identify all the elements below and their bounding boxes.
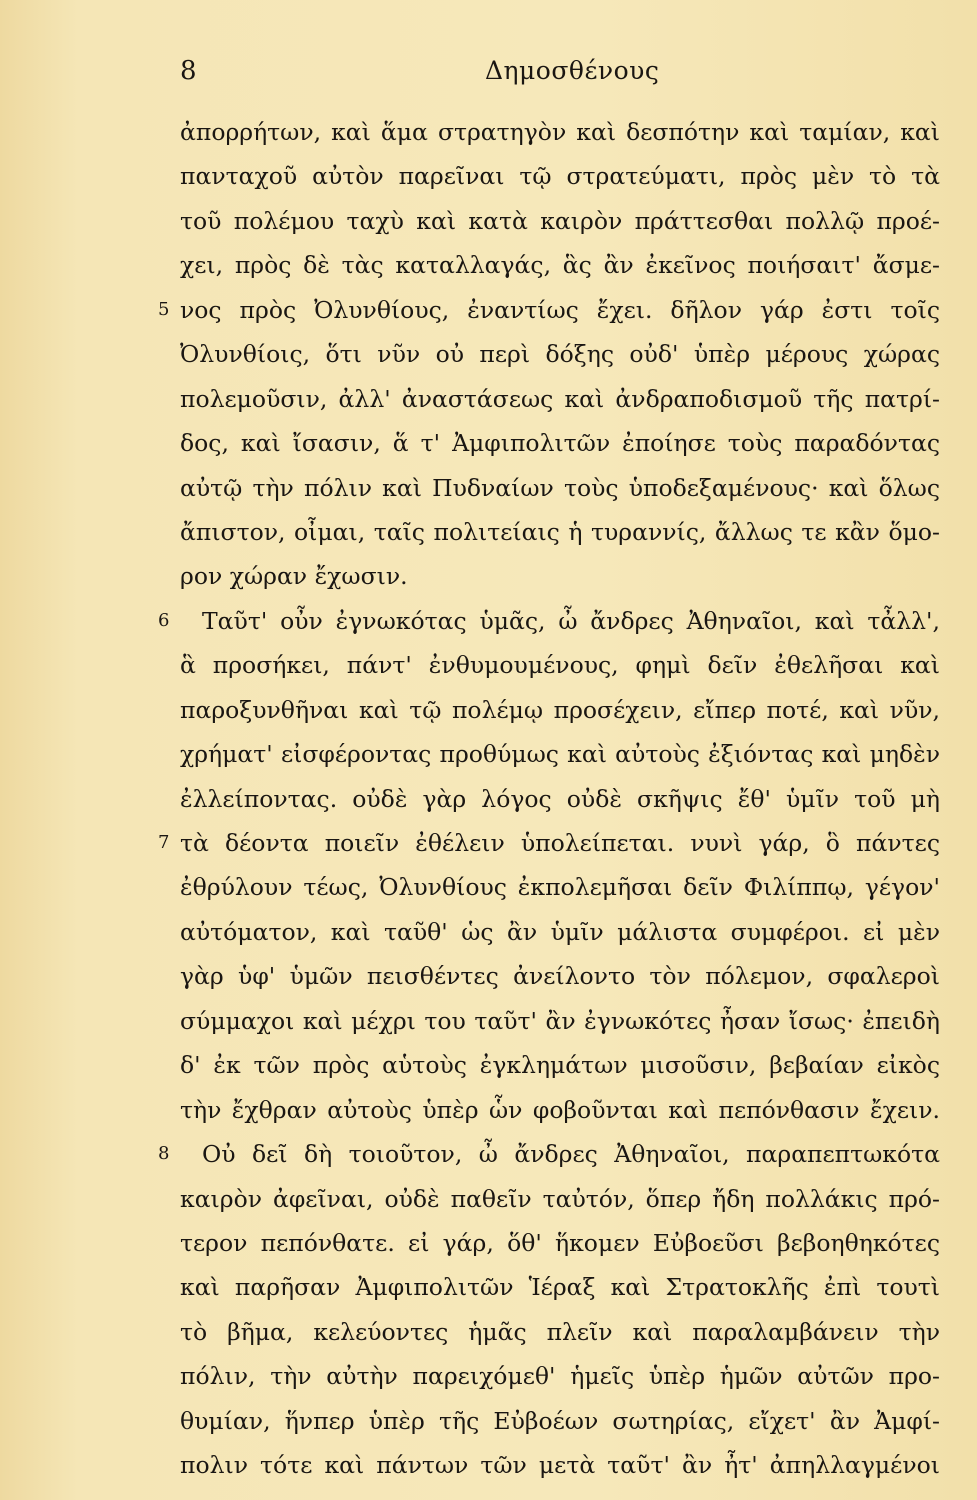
- text-line: [180, 643, 940, 687]
- text-line: [158, 288, 940, 332]
- text-line: [180, 954, 940, 998]
- text-line: [158, 1132, 940, 1176]
- text-line: [180, 243, 940, 287]
- section-number: 7: [158, 832, 170, 853]
- line-text: πόλιν, τὴν αὐτὴν παρειχόμεθ' ἡμεῖς ὑπὲρ ἡμῶν αὐτῶν προ-: [180, 1362, 940, 1391]
- line-text: θυμίαν, ἥνπερ ὑπὲρ τῆς Εὐβοέων σωτηρίας, εἴχετ' ἂν Ἀμφί-: [180, 1406, 940, 1435]
- text-line: [180, 732, 940, 776]
- line-text: σύμμαχοι καὶ μέχρι του ταῦτ' ἂν ἐγνωκότες ἦσαν ἴσως· ἐπειδὴ: [180, 1006, 940, 1035]
- line-text: γὰρ ὑφ' ὑμῶν πεισθέντες ἀνείλοντο τὸν πόλεμον, σφαλεροὶ: [180, 962, 940, 991]
- line-text: Οὐ δεῖ δὴ τοιοῦτον, ὦ ἄνδρες Ἀθηναῖοι, παραπεπτωκότα: [202, 1140, 940, 1169]
- line-text: ρον χώραν ἔχωσιν.: [180, 562, 408, 591]
- text-line: [180, 554, 940, 598]
- line-text: Ὀλυνθίοις, ὅτι νῦν οὐ περὶ δόξης οὐδ' ὑπὲρ μέρους χώρας: [180, 340, 940, 369]
- text-line: [180, 154, 940, 198]
- text-line: [180, 1399, 940, 1443]
- text-line: [180, 1088, 940, 1132]
- line-text: τοῦ πολέμου ταχὺ καὶ κατὰ καιρὸν πράττεσθαι πολλῷ προέ-: [180, 206, 940, 235]
- line-text: καὶ παρῆσαν Ἀμφιπολιτῶν Ἱέραξ καὶ Στρατοκλῆς ἐπὶ τουτὶ: [180, 1273, 940, 1302]
- text-line: [180, 466, 940, 510]
- text-line: [180, 1177, 940, 1221]
- page-header: [0, 52, 977, 92]
- page-number: 8: [180, 56, 197, 86]
- text-line: [180, 1265, 940, 1309]
- text-line: [180, 865, 940, 909]
- line-text: δ' ἐκ τῶν πρὸς αὑτοὺς ἐγκλημάτων μισοῦσιν, βεβαίαν εἰκὸς: [180, 1051, 940, 1080]
- text-line: [180, 332, 940, 376]
- text-line: [180, 688, 940, 732]
- text-line: [180, 377, 940, 421]
- line-text: ἄπιστον, οἶμαι, ταῖς πολιτείαις ἡ τυραννίς, ἄλλως τε κἂν ὅμο-: [180, 517, 940, 546]
- text-line: [180, 1354, 940, 1398]
- text-line: [180, 1443, 940, 1487]
- line-text: νος πρὸς Ὀλυνθίους, ἐναντίως ἔχει. δῆλον γάρ ἐστι τοῖς: [180, 295, 940, 324]
- text-line: [180, 1221, 940, 1265]
- section-number: 5: [158, 298, 170, 320]
- text-line: [180, 421, 940, 465]
- line-text: ἐθρύλουν τέως, Ὀλυνθίους ἐκπολεμῆσαι δεῖν Φιλίππῳ, γέγον': [180, 873, 940, 902]
- line-text: ἀπορρήτων, καὶ ἅμα στρατηγὸν καὶ δεσπότην καὶ ταμίαν, καὶ: [180, 118, 940, 146]
- line-text: αὐτόματον, καὶ ταῦθ' ὡς ἂν ὑμῖν μάλιστα συμφέροι. εἰ μὲν: [180, 917, 940, 946]
- line-text: τὰ δέοντα ποιεῖν ἐθέλειν ὑπολείπεται. νυνὶ γάρ, ὃ πάντες: [180, 829, 940, 857]
- text-line: [180, 199, 940, 243]
- text-line: [180, 999, 940, 1043]
- line-text: τὸ βῆμα, κελεύοντες ἡμᾶς πλεῖν καὶ παραλαμβάνειν τὴν: [180, 1317, 940, 1346]
- line-text: πανταχοῦ αὐτὸν παρεῖναι τῷ στρατεύματι, πρὸς μὲν τὸ τὰ: [180, 162, 940, 191]
- line-text: ἐλλείποντας. οὐδὲ γὰρ λόγος οὐδὲ σκῆψις ἔθ' ὑμῖν τοῦ μὴ: [180, 784, 940, 813]
- line-text: αὐτῷ τὴν πόλιν καὶ Πυδναίων τοὺς ὑποδεξαμένους· καὶ ὅλως: [180, 473, 940, 502]
- text-line: [180, 510, 940, 554]
- text-line: [180, 777, 940, 821]
- body-text: [158, 110, 940, 1488]
- text-line: [158, 821, 940, 865]
- line-text: πολεμοῦσιν, ἀλλ' ἀναστάσεως καὶ ἀνδραποδισμοῦ τῆς πατρί-: [180, 384, 940, 413]
- line-text: πολιν τότε καὶ πάντων τῶν μετὰ ταῦτ' ἂν ἦτ' ἀπηλλαγμένοι: [180, 1451, 940, 1480]
- line-text: ἃ προσήκει, πάντ' ἐνθυμουμένους, φημὶ δεῖν ἐθελῆσαι καὶ: [180, 651, 940, 680]
- text-line: [158, 599, 940, 643]
- section-number: 6: [158, 609, 170, 631]
- text-line: [180, 110, 940, 154]
- line-text: καιρὸν ἀφεῖναι, οὐδὲ παθεῖν ταὐτόν, ὅπερ ἤδη πολλάκις πρό-: [180, 1184, 940, 1213]
- line-text: χρήματ' εἰσφέροντας προθύμως καὶ αὐτοὺς ἐξιόντας καὶ μηδὲν: [180, 740, 940, 769]
- line-text: χει, πρὸς δὲ τὰς καταλλαγάς, ἃς ἂν ἐκεῖνος ποιήσαιτ' ἄσμε-: [180, 251, 940, 280]
- running-title: Δημοσθένους: [485, 56, 660, 85]
- text-line: [180, 910, 940, 954]
- section-number: 8: [158, 1143, 170, 1165]
- text-line: [180, 1310, 940, 1354]
- line-text: τὴν ἔχθραν αὐτοὺς ὑπὲρ ὧν φοβοῦνται καὶ πεπόνθασιν ἔχειν.: [180, 1095, 940, 1124]
- line-text: δος, καὶ ἴσασιν, ἅ τ' Ἀμφιπολιτῶν ἐποίησε τοὺς παραδόντας: [180, 429, 940, 458]
- line-text: παροξυνθῆναι καὶ τῷ πολέμῳ προσέχειν, εἴπερ ποτέ, καὶ νῦν,: [180, 695, 940, 724]
- line-text: Ταῦτ' οὖν ἐγνωκότας ὑμᾶς, ὦ ἄνδρες Ἀθηναῖοι, καὶ τἆλλ',: [202, 606, 940, 635]
- text-line: [180, 1043, 940, 1087]
- line-text: τερον πεπόνθατε. εἰ γάρ, ὅθ' ἥκομεν Εὐβοεῦσι βεβοηθηκότες: [180, 1228, 940, 1257]
